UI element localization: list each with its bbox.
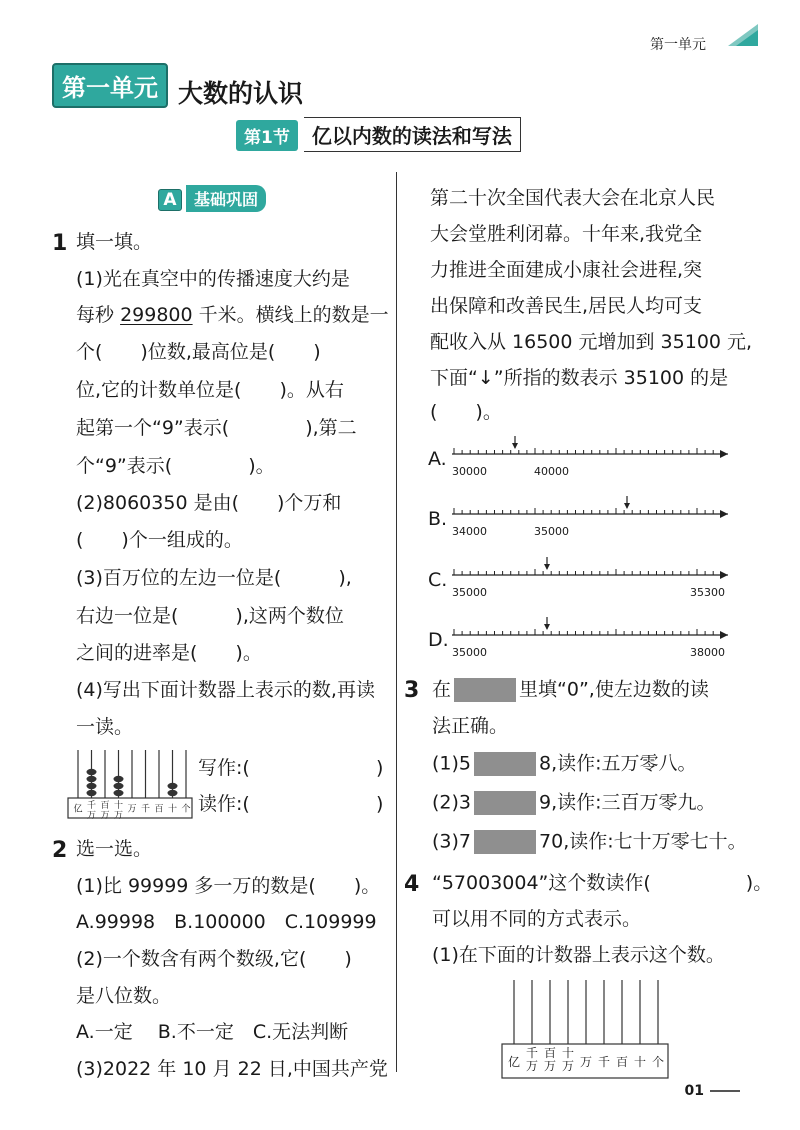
q1-s4-line1: (4)写出下面计数器上表示的数,再读 — [76, 679, 375, 701]
tick-label: 34000 — [452, 525, 487, 538]
q2-title: 选一选。 — [76, 838, 153, 860]
option-d-label: D. — [428, 629, 449, 651]
abacus-place-label: 个 — [181, 804, 191, 815]
abacus-place-label: 百 — [100, 801, 110, 811]
abacus-place-label: 百 — [154, 804, 164, 815]
pointer-arrowhead — [544, 564, 550, 570]
abacus-place-label: 万 — [579, 1055, 593, 1069]
read-close: ) — [376, 793, 384, 815]
text-part: 8,读作:五万零八。 — [539, 752, 697, 775]
abacus-place-label: 千 — [140, 804, 151, 815]
abacus-place-label: 千 — [86, 801, 97, 811]
text-part: (3)7 — [432, 830, 472, 853]
abacus-place-label: 万 — [86, 811, 97, 820]
pointer-arrowhead — [512, 443, 518, 449]
unit-header: 第一单元 — [650, 37, 706, 53]
tick-label: 40000 — [534, 465, 569, 478]
q2-s3-line1: (3)2022 年 10 月 22 日,中国共产党 — [76, 1058, 388, 1080]
text-part: 千米。横线上的数是一 — [198, 304, 389, 326]
page-number-text: 01 — [684, 1083, 704, 1099]
abacus-place-label: 千 — [597, 1055, 611, 1069]
abacus-place-label: 亿 — [73, 804, 83, 815]
q2-s2-line1: (2)一个数含有两个数级,它( ) — [76, 948, 352, 970]
abacus-place-label: 万 — [113, 811, 124, 820]
text-part: 里填“0”,使左边数的读 — [519, 678, 709, 701]
abacus-bead — [87, 790, 97, 796]
q1-title: 填一填。 — [76, 231, 153, 253]
q1-s1-line5: 起第一个“9”表示( ),第二 — [76, 417, 357, 439]
pointer-arrowhead — [544, 624, 550, 630]
tick-label: 35000 — [452, 646, 487, 659]
axis-arrowhead — [720, 571, 728, 579]
text-part: 70,读作:七十万零七十。 — [539, 830, 747, 853]
abacus-place-label: 十 — [561, 1046, 575, 1060]
q4-s1: (1)在下面的计数器上表示这个数。 — [432, 944, 725, 966]
q4-number: 4 — [404, 872, 420, 897]
abacus-counter — [66, 748, 196, 820]
abacus-bead — [87, 783, 97, 789]
gray-box — [474, 791, 536, 815]
abacus-bead — [87, 769, 97, 775]
q2-s3-line5: 出保障和改善民生,居民人均可支 — [430, 295, 703, 317]
abacus-bead — [114, 783, 124, 789]
abacus-bead — [114, 776, 124, 782]
tick-label: 35000 — [452, 586, 487, 599]
section-badge: 第1节 — [236, 120, 298, 151]
title-text: 大数的认识 — [178, 78, 304, 108]
section-title — [236, 117, 521, 152]
q2-number: 2 — [52, 838, 68, 863]
option-c-label: C. — [428, 569, 448, 591]
q3-item3 — [432, 830, 747, 854]
abacus-place-label: 十 — [113, 801, 124, 811]
part-letter: A — [158, 189, 182, 211]
q2-s1-options: A.99998 B.100000 C.109999 — [76, 911, 377, 933]
number-line-d — [450, 615, 732, 649]
abacus-place-label: 亿 — [507, 1055, 521, 1069]
text-part: 每秒 — [76, 304, 115, 326]
abacus-bead — [87, 776, 97, 782]
q2-s3-line4: 力推进全面建成小康社会进程,突 — [430, 259, 703, 281]
write-close: ) — [376, 757, 384, 779]
page-number — [685, 1083, 740, 1099]
gray-box — [474, 830, 536, 854]
q2-s3-line3: 大会堂胜利闭幕。十年来,我党全 — [430, 223, 703, 245]
text-part: 9,读作:三百万零九。 — [539, 791, 716, 814]
q3-line1 — [432, 678, 709, 702]
unit-badge: 第一单元 — [52, 63, 168, 108]
q1-s3-line2: 右边一位是( ),这两个数位 — [76, 605, 344, 627]
q4-line2: 可以用不同的方式表示。 — [432, 908, 642, 930]
q2-s3-line2: 第二十次全国代表大会在北京人民 — [430, 187, 716, 209]
q1-s1-line2 — [76, 304, 389, 326]
corner-logo-icon — [724, 22, 762, 50]
axis-arrowhead — [720, 631, 728, 639]
pointer-arrowhead — [624, 503, 630, 509]
q3-item1 — [432, 752, 697, 776]
text-part: (2)3 — [432, 791, 472, 814]
q2-s3-line8: ( )。 — [430, 401, 502, 423]
q2-s1: (1)比 99999 多一万的数是( )。 — [76, 875, 381, 897]
abacus-place-label: 十 — [633, 1055, 647, 1069]
q1-s1-line3: 个( )位数,最高位是( ) — [76, 341, 321, 363]
abacus-place-label: 万 — [100, 811, 110, 820]
abacus-place-label: 万 — [543, 1059, 557, 1073]
number-line-c — [450, 555, 732, 589]
q1-s1-line1: (1)光在真空中的传播速度大约是 — [76, 268, 350, 290]
q1-s1-line6: 个“9”表示( )。 — [76, 455, 275, 477]
gray-box — [474, 752, 536, 776]
write-label: 写作:( — [198, 757, 250, 779]
q1-s1-line4: 位,它的计数单位是( )。从右 — [76, 379, 344, 401]
text-part: (1)5 — [432, 752, 472, 775]
tick-label: 35300 — [690, 586, 725, 599]
column-divider — [396, 172, 397, 1072]
q1-s4-line2: 一读。 — [76, 716, 134, 738]
axis-arrowhead — [720, 510, 728, 518]
q1-s2-line2: ( )个一组成的。 — [76, 529, 243, 551]
q1-s3-line1: (3)百万位的左边一位是( ), — [76, 567, 352, 589]
gray-box — [454, 678, 516, 702]
abacus-place-label: 万 — [127, 804, 137, 815]
abacus-place-label: 百 — [543, 1046, 557, 1060]
option-b-label: B. — [428, 508, 448, 530]
abacus-bead — [114, 790, 124, 796]
q3-line2: 法正确。 — [432, 715, 509, 737]
option-a-label: A. — [428, 448, 447, 470]
q2-s2-line2: 是八位数。 — [76, 985, 172, 1007]
tick-label: 35000 — [534, 525, 569, 538]
abacus-place-label: 千 — [525, 1046, 539, 1060]
tick-label: 30000 — [452, 465, 487, 478]
q1-s3-line3: 之间的进率是( )。 — [76, 642, 262, 664]
tick-label: 38000 — [690, 646, 725, 659]
part-badge — [158, 185, 266, 212]
read-label: 读作:( — [198, 793, 250, 815]
abacus-place-label: 个 — [651, 1055, 665, 1069]
number-line-b — [450, 494, 732, 528]
abacus-place-label: 万 — [525, 1059, 539, 1073]
q4-line1: “57003004”这个数读作( )。 — [432, 872, 773, 894]
abacus-counter-blank — [500, 978, 672, 1082]
abacus-bead — [168, 790, 178, 796]
number-line-a — [450, 434, 732, 468]
q1-number: 1 — [52, 231, 68, 256]
abacus-bead — [168, 783, 178, 789]
q1-s2-line1: (2)8060350 是由( )个万和 — [76, 492, 342, 514]
section-text: 亿以内数的读法和写法 — [304, 117, 521, 152]
abacus-place-label: 百 — [615, 1055, 629, 1069]
page-title — [52, 63, 303, 110]
q3-item2 — [432, 791, 716, 815]
text-part: 在 — [432, 678, 452, 701]
q2-s3-line6: 配收入从 16500 元增加到 35100 元, — [430, 331, 753, 353]
part-text: 基础巩固 — [186, 185, 266, 212]
axis-arrowhead — [720, 450, 728, 458]
abacus-place-label: 万 — [561, 1059, 575, 1073]
abacus-place-label: 十 — [167, 804, 178, 815]
q2-s3-line7: 下面“↓”所指的数表示 35100 的是 — [430, 367, 729, 389]
q3-number: 3 — [404, 678, 420, 703]
underlined-number: 299800 — [120, 304, 193, 326]
q2-s2-options: A.一定 B.不一定 C.无法判断 — [76, 1021, 349, 1043]
